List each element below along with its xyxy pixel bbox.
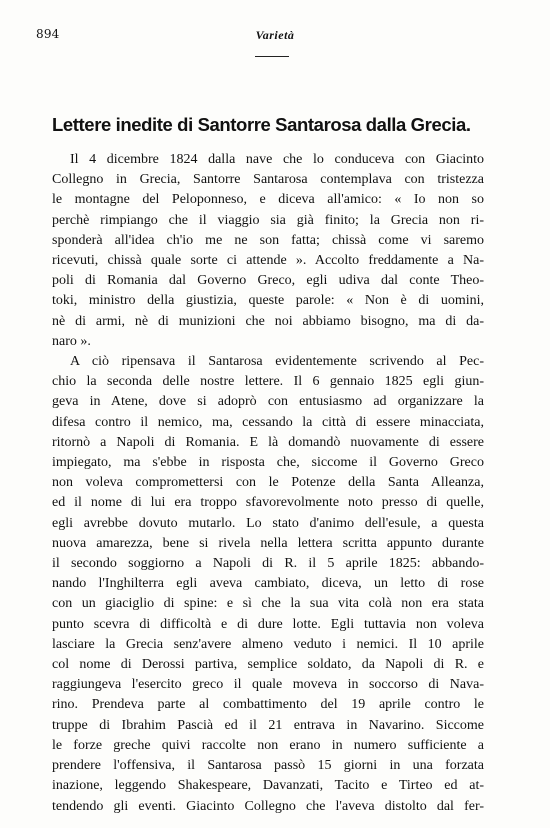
body-line: prendere l'offensiva, il Santarosa passò 15 giorni in una forzata [52,758,484,774]
body-line: lasciare la Grecia senz'avere almeno veduto i nemici. Il 10 aprile [52,636,484,652]
body-line: impiegato, ma s'ebbe in risposta che, siccome il Governo Greco [52,455,484,471]
body-line: le montagne del Peloponneso, e diceva all'amico: « Io non so [52,192,484,208]
running-title: Varietà [255,28,295,42]
body-line: tendendo gli eventi. Giacinto Collegno che l'aveva distolto dal fer- [52,798,484,814]
body-line: egli avrebbe dovuto mutarlo. Lo stato d'animo dell'esule, a questa [52,515,484,531]
body-line: le forze greche quivi raccolte non erano in numero sufficiente a [52,737,484,753]
body-line: punto scevra di difficoltà e di dure lotte. Egli tuttavia non voleva [52,616,484,632]
body-line: nuova amarezza, bene si rivela nella lettera scritta appunto durante [52,535,484,551]
body-line: A ciò ripensava il Santarosa evidentemente scrivendo al Pec- [70,354,484,370]
body-line: sponderà all'idea ch'io me ne son fatta; chissà come vi saremo [52,232,484,248]
body-line: perchè rimpiango che il viaggio sia già finito; la Grecia non ri- [52,212,484,228]
article-title: Lettere inedite di Santorre Santarosa dalla Grecia. [52,114,471,135]
body-line: ricevuti, chissà quale sorte ci attende ». Accolto freddamente a Na- [52,253,484,269]
body-line: ritornò a Napoli di Romania. E là domandò nuovamente di essere [52,434,484,450]
body-line: naro ». [52,333,91,349]
body-line: rino. Prendeva parte al combattimento del 19 aprile contro le [52,697,484,713]
header-rule [255,56,289,57]
body-line: difesa contro il nemico, ma, cessando la città di essere minacciata, [52,414,484,430]
body-line: truppe di Ibrahim Pascià ed il 21 entrava in Navarino. Siccome [52,717,484,733]
body-line: inazione, leggendo Shakespeare, Davanzati, Tacito e Tirteo ed at- [52,778,484,794]
body-line: chio la seconda delle nostre lettere. Il 6 gennaio 1825 egli giun- [52,374,484,390]
article-body [52,150,484,817]
body-line: il secondo soggiorno a Napoli di R. il 5 aprile 1825: abbando- [52,556,484,572]
body-line: poli di Romania dal Governo Greco, egli udiva dal conte Theo- [52,273,484,289]
body-line: nè di armi, nè di munizioni che noi abbiamo bisogno, ma di da- [52,313,484,329]
body-line: raggiungeva l'esercito greco il quale moveva in soccorso di Nava- [52,677,484,693]
body-line: col nome di Derossi partiva, semplice soldato, da Napoli di R. e [52,657,484,673]
body-line: con un giaciglio di spine: e sì che la sua vita colà non era stata [52,596,484,612]
body-line: geva in Atene, dove si adoprò con entusiasmo ad organizzare la [52,394,484,410]
body-line: ed il nome di lui era troppo sfavorevolmente noto presso di quelle, [52,495,484,511]
body-line: non voleva compromettersi con le Potenze della Santa Alleanza, [52,475,484,491]
body-line: toki, ministro della giustizia, queste parole: « Non è di uomini, [52,293,484,309]
page-number: 894 [36,27,60,41]
body-line: Collegno in Grecia, Santorre Santarosa contemplava con tristezza [52,172,484,188]
body-line: Il 4 dicembre 1824 dalla nave che lo conduceva con Giacinto [70,152,484,167]
body-line: nando l'Inghilterra egli aveva cambiato, diceva, un letto di rose [52,576,484,592]
